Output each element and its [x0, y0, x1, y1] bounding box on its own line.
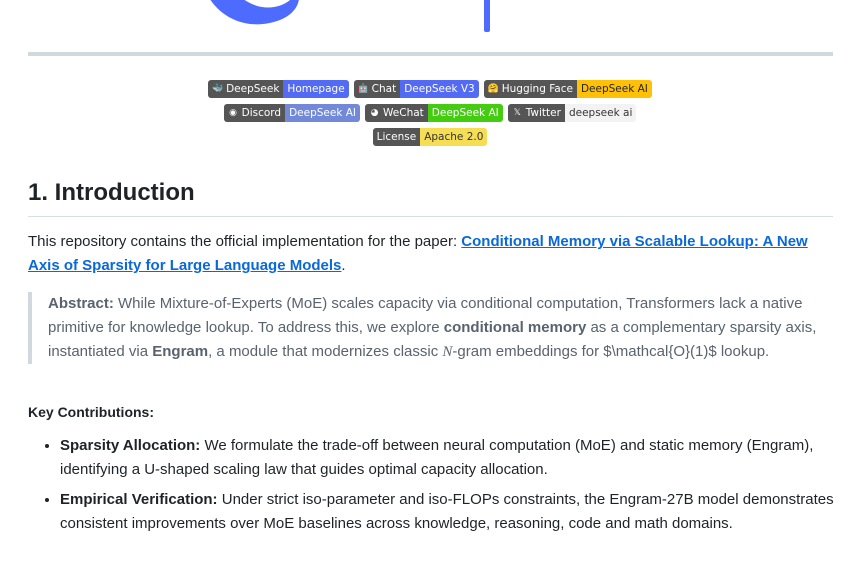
badge-row	[0, 128, 860, 146]
list-item-title: Empirical Verification:	[60, 491, 218, 508]
badge-label	[484, 80, 577, 98]
badge-value: DeepSeek AI	[428, 104, 503, 122]
deepseek-whale-logo-icon	[190, 0, 310, 40]
badge-value: DeepSeek AI	[285, 104, 360, 122]
badge-label-text: Twitter	[525, 107, 561, 119]
badge-label-text: Discord	[241, 107, 282, 119]
intro-suffix: .	[341, 257, 346, 274]
intro-paragraph	[28, 230, 833, 278]
badge-homepage[interactable]	[208, 80, 349, 98]
badge-value: DeepSeek V3	[400, 80, 479, 98]
badge-label	[354, 80, 401, 98]
badge-label	[208, 80, 283, 98]
badge-value: DeepSeek AI	[577, 80, 652, 98]
badge-value: Apache 2.0	[420, 128, 487, 146]
abstract-text: While Mixture-of-Experts (MoE) scales capacity via conditional computation, Transformers lack a native primitive for knowledge lookup. To address this, we explore	[48, 295, 803, 336]
badge-label-text: Chat	[371, 83, 397, 95]
badge-label	[365, 104, 428, 122]
badge-wechat[interactable]	[365, 104, 503, 122]
robot-icon: 🤖	[357, 83, 369, 94]
badge-huggingface[interactable]	[484, 80, 652, 98]
badge-license[interactable]	[373, 128, 488, 146]
list-item	[60, 488, 860, 536]
key-contributions-heading: Key Contributions:	[28, 404, 154, 420]
badge-label-text: License	[376, 131, 417, 143]
badge-label	[373, 128, 421, 146]
badge-label	[508, 104, 565, 122]
badge-value: deepseek ai	[565, 104, 636, 122]
badge-section	[0, 80, 860, 152]
discord-icon: ◉	[229, 107, 238, 118]
badge-label-text: WeChat	[383, 107, 424, 119]
intro-text: This repository contains the official implementation for the paper:	[28, 233, 462, 250]
abstract-bold-term: conditional memory	[443, 319, 587, 336]
deepseek-logo	[0, 0, 860, 40]
list-item-text: Under strict iso-parameter and iso-FLOPs constraints, the Engram-27B model demonstrates consistent improvements over MoE baselines across knowledge, reasoning, code and math domains.	[60, 491, 834, 532]
list-item-title: Sparsity Allocation:	[60, 437, 201, 454]
list-item	[60, 434, 860, 482]
badge-label-text: Hugging Face	[501, 83, 573, 95]
badge-row	[0, 104, 860, 122]
badge-value: Homepage	[283, 80, 348, 98]
badge-label-text: DeepSeek	[226, 83, 280, 95]
badge-row	[0, 80, 860, 98]
badge-twitter[interactable]	[508, 104, 637, 122]
x-twitter-icon: 𝕏	[513, 107, 521, 118]
logo-wordmark-fragment	[484, 0, 490, 32]
badge-label	[224, 104, 285, 122]
abstract-blockquote	[28, 292, 838, 364]
abstract-text: , a module that modernizes classic	[208, 343, 443, 360]
wechat-icon: ◕	[370, 107, 379, 118]
abstract-text: as a complementary sparsity axis, instantiated via	[48, 319, 817, 360]
badge-discord[interactable]	[224, 104, 360, 122]
list-item-text: We formulate the trade-off between neural computation (MoE) and static memory (Engram), identifying a U-shaped scaling law that guides optimal capacity allocation.	[60, 437, 814, 478]
deepseek-whale-icon: 🐳	[212, 83, 224, 94]
paper-link[interactable]: Conditional Memory via Scalable Lookup: A New Axis of Sparsity for Large Language Models	[28, 233, 808, 274]
abstract-math-n: N	[442, 344, 453, 360]
badge-chat[interactable]	[354, 80, 479, 98]
section-heading: 1. Introduction	[28, 178, 833, 217]
hugging-face-icon: 🤗	[487, 83, 499, 94]
abstract-bold-term: Engram	[152, 343, 209, 360]
abstract-text: -gram embeddings for $\mathcal{O}(1)$ lookup.	[452, 343, 770, 360]
header-divider	[28, 52, 833, 56]
abstract-label: Abstract:	[48, 295, 114, 312]
contributions-list	[28, 434, 860, 542]
